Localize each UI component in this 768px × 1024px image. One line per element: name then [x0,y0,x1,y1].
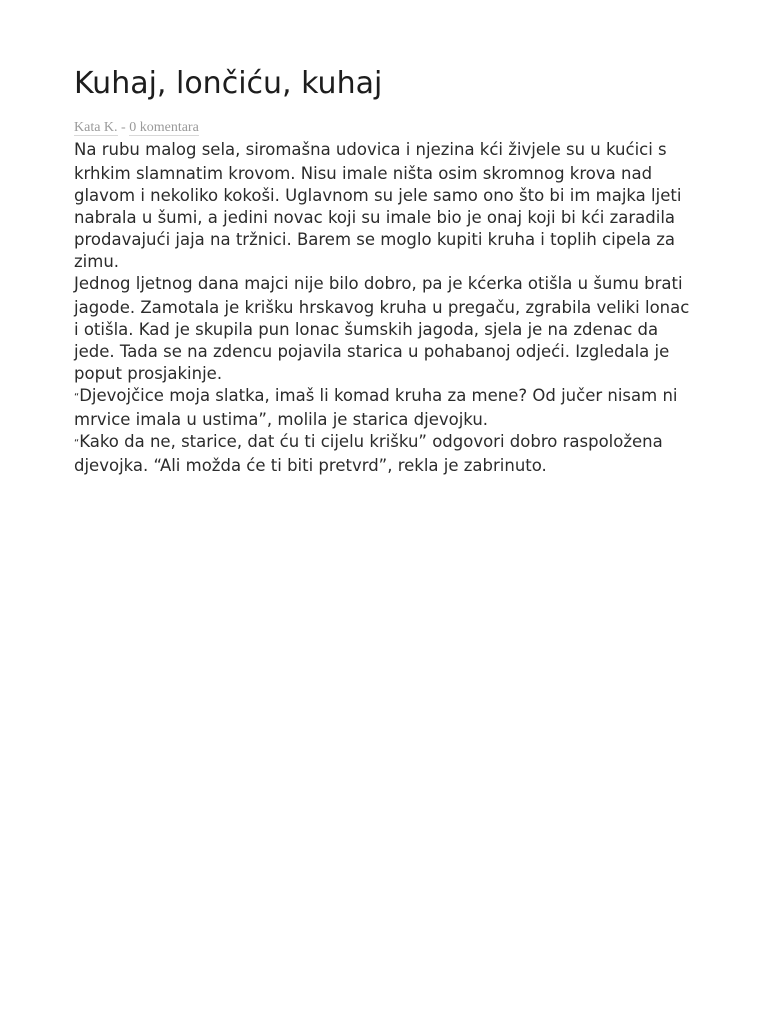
paragraph-text: Na rubu malog sela, siromašna udovica i njezina kći živjele su u kućici s krhkim slamnatim krovom. Nisu imale ništa osim skromnog krova nad glavom i nekoliko kokoši. Uglavnom su jele samo ono što bi im majka ljeti nabrala u šumi, a jedini novac koji su imale bio je onaj koji bi kći zaradila prodavajući jaja na tržnici. Barem se moglo kupiti kruha i toplih cipela za zimu. [74,140,682,271]
paragraph [74,385,694,431]
article-title: Kuhaj, lončiću, kuhaj [74,66,383,101]
article [74,62,694,477]
quote-mark: “ [74,438,80,449]
author-link[interactable]: Kata K. [74,120,118,135]
paragraph-text: Kako da ne, starice, dat ću ti cijelu krišku” odgovori dobro raspoložena djevojka. “Ali možda će ti biti pretvrd”, rekla je zabrinuto. [74,432,663,475]
meta-separator: - [117,120,130,135]
paragraph-text: Djevojčice moja slatka, imaš li komad kruha za mene? Od jučer nisam ni mrvice imala u ustima”, molila je starica djevojku. [74,386,678,429]
paragraph [74,273,694,385]
comments-link[interactable]: 0 komentara [129,120,199,135]
paragraph [74,139,694,273]
quote-mark: “ [74,392,80,403]
article-meta [74,119,694,137]
paragraph-text: Jednog ljetnog dana majci nije bilo dobro, pa je kćerka otišla u šumu brati jagode. Zamotala je krišku hrskavog kruha u pregaču, zgrabila veliki lonac i otišla. Kad je skupila pun lonac šumskih jagoda, sjela je na zdenac da jede. Tada se na zdencu pojavila starica u pohabanoj odjeći. Izgledala je poput prosjakinje. [74,274,690,383]
article-body [74,139,694,477]
paragraph [74,431,694,477]
